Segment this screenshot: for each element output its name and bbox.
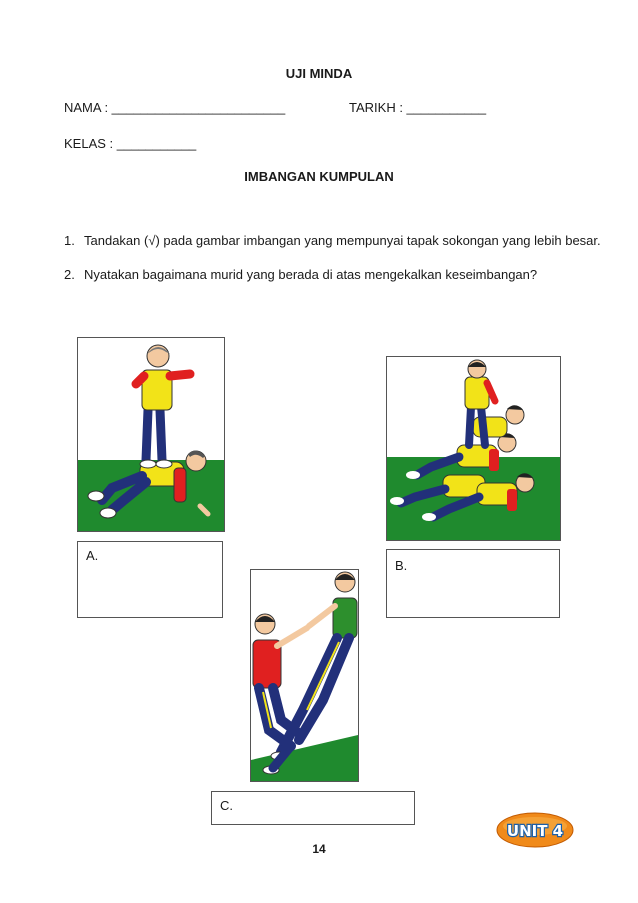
answer-box-a[interactable] <box>77 541 223 618</box>
question-2-number: 2. <box>64 267 75 282</box>
unit-badge-oval <box>496 812 574 848</box>
two-person-balance-illustration <box>78 338 224 531</box>
tarikh-field[interactable]: TARIKH : ___________ <box>349 100 487 115</box>
worksheet-title: UJI MINDA <box>285 66 353 81</box>
answer-box-b[interactable] <box>386 549 560 618</box>
kelas-field[interactable]: KELAS : ___________ <box>64 136 197 151</box>
answer-box-c[interactable] <box>211 791 415 825</box>
paired-counterbalance-illustration <box>251 570 358 781</box>
section-title: IMBANGAN KUMPULAN <box>244 169 394 184</box>
pyramid-balance-illustration <box>387 357 560 540</box>
question-2 <box>64 266 604 302</box>
picture-b-pyramid-balance <box>386 356 561 541</box>
picture-c-paired-counterbalance <box>250 569 359 782</box>
question-2-text: Nyatakan bagaimana murid yang berada di atas mengekalkan keseimbangan? <box>84 267 538 282</box>
unit-badge-text: UNIT 4 <box>506 822 564 840</box>
answer-box-c-label: C. <box>220 798 233 813</box>
question-1 <box>64 232 604 268</box>
page-number: 14 <box>312 842 326 856</box>
question-1-text: Tandakan (√) pada gambar imbangan yang mempunyai tapak sokongan yang lebih besar. <box>84 233 601 248</box>
picture-a-two-person-balance <box>77 337 225 532</box>
answer-box-a-label: A. <box>86 548 99 563</box>
question-1-number: 1. <box>64 233 75 248</box>
unit-badge <box>496 812 574 848</box>
nama-field[interactable]: NAMA : ________________________ <box>64 100 286 115</box>
answer-box-b-label: B. <box>395 558 408 573</box>
